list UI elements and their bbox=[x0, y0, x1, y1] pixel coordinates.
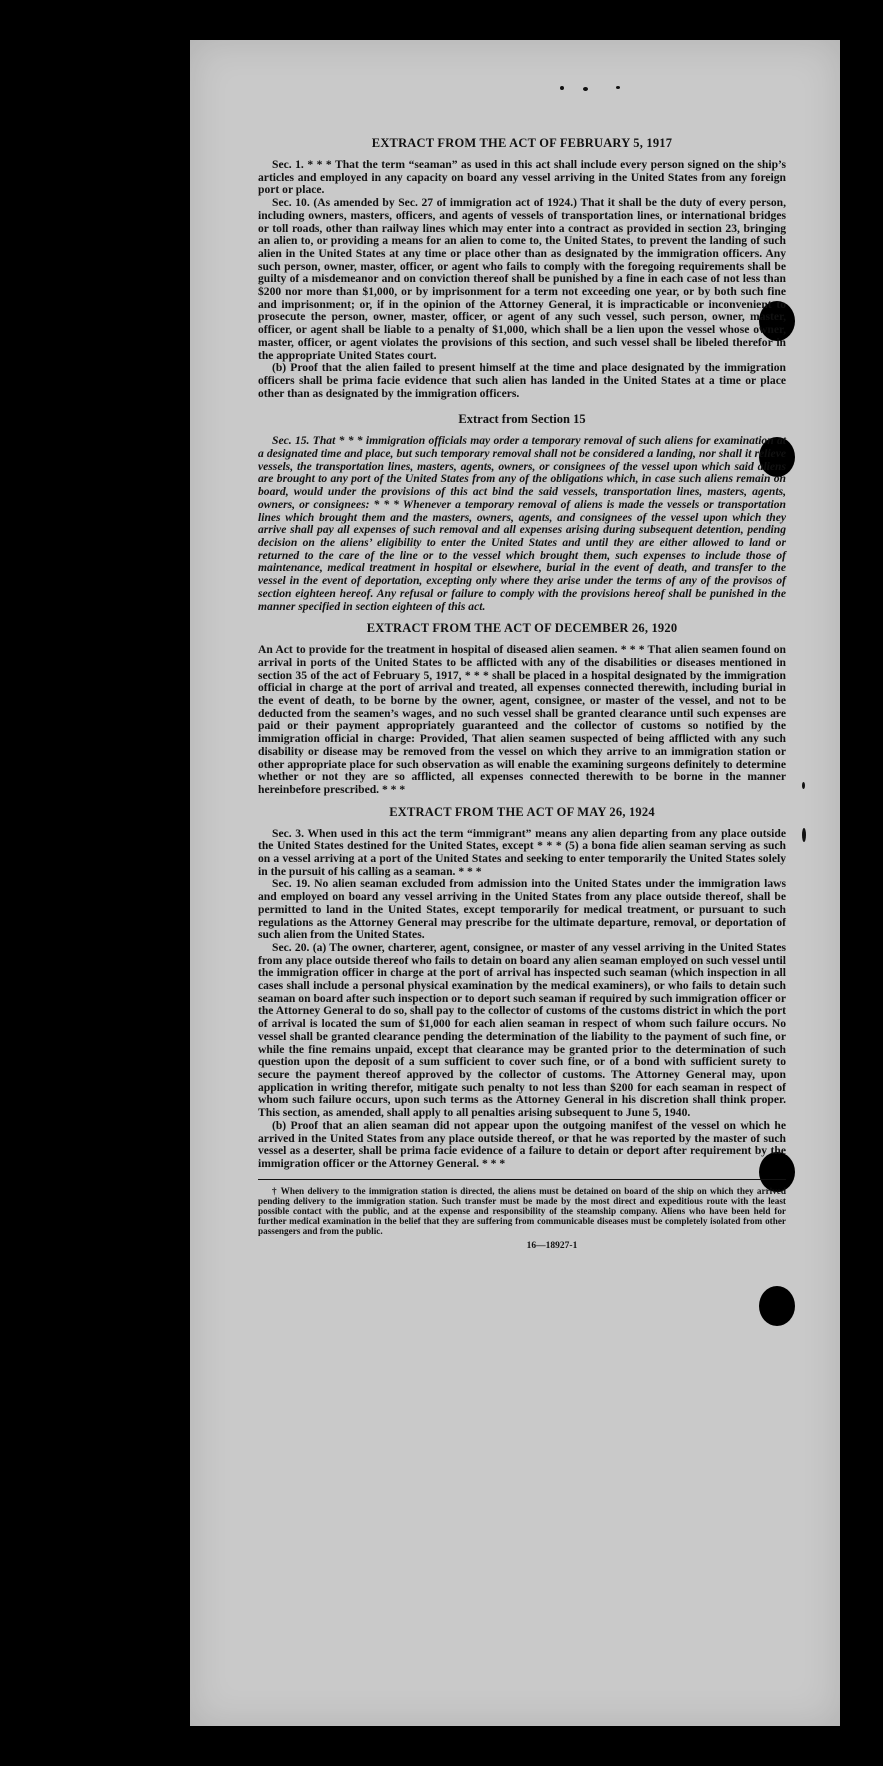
paragraph-sec-19: Sec. 19. No alien seaman excluded from admission into the United States under the immigration laws and employed on board any vessel arriving in the United States from any place outside thereof, shall be permitted to land in the United States, except temporarily for medical treatment, or pursuant to such regulations as the Attorney General may prescribe for the ultimate departure, removal, or deportation of such alien from the United States. bbox=[258, 877, 786, 942]
footnote-divider bbox=[258, 1179, 786, 1180]
document-body bbox=[258, 136, 786, 1251]
heading-act-1917: EXTRACT FROM THE ACT OF FEBRUARY 5, 1917 bbox=[371, 136, 673, 150]
paragraph-sec-3: Sec. 3. When used in this act the term “immigrant” means any alien departing from any place outside the United States destined for the United States, except * * * (5) a bona fide alien seaman serving as such on a vessel arriving at a port of the United States and seeking to enter temporarily the United States solely in the pursuit of his calling as a seaman. * * * bbox=[258, 826, 786, 878]
ink-speck bbox=[802, 782, 805, 789]
punch-hole bbox=[759, 1286, 795, 1326]
ink-speck bbox=[616, 86, 620, 89]
ink-speck bbox=[583, 87, 588, 91]
paragraph-sec-20b: (b) Proof that an alien seaman did not appear upon the outgoing manifest of the vessel on which he arrived in the United States from any place outside thereof, or that he was reported by the master of such vessel as a deserter, shall be prima facie evidence of a failure to detain or deport after requirement by the immigration officer or the Attorney General. * * * bbox=[258, 1118, 786, 1170]
paragraph-sec-10: Sec. 10. (As amended by Sec. 27 of immigration act of 1924.) That it shall be the duty of every person, including owners, masters, officers, and agents of vessels of transportation lines, or international bridges or toll roads, other than railway lines which may enter into a contract as provided in section 23, bringing an alien to, or providing a means for an alien to come to, the United States, to prevent the landing of such alien in the United States at any time or place other than as designated by the immigration officers. Any such person, owner, master, officer, or agent who fails to comply with the foregoing requirements shall be guilty of a misdemeanor and on conviction thereof shall be punished by a fine in each case of not less than $200 nor more than $1,000, or by imprisonment for a term not exceeding one year, or by both such fine and imprisonment; or, if in the opinion of the Attorney General, it is impracticable or inconvenient to prosecute the person, owner, master, officer, or agent of any such vessel, such person, owner, master, officer, or agent shall be liable to a penalty of $1,000, which shall be a lien upon the vessel whose owner, master, officer, or agent violates the provisions of this section, and such vessel shall be libeled therefor in the appropriate United States court. bbox=[258, 196, 786, 362]
heading-act-1920: EXTRACT FROM THE ACT OF DECEMBER 26, 1920 bbox=[366, 621, 678, 636]
footnote: † When delivery to the immigration station is directed, the aliens must be detained on board of the ship on which they arrived pending delivery to the immigration station. Such transfer must be made by the most direct and expeditious route with the least possible contact with the public, and at the expense and responsibility of the steamship company. Aliens who have been held for further medical examination in the belief that they are suffering from communicable diseases must be completely isolated from other passengers and from the public. bbox=[258, 1185, 786, 1237]
heading-act-1924: EXTRACT FROM THE ACT OF MAY 26, 1924 bbox=[389, 804, 655, 819]
document-page bbox=[190, 40, 840, 1726]
paragraph-sec-15: Sec. 15. That * * * immigration officials may order a temporary removal of such aliens for examination at a designated time and place, but such temporary removal shall not be considered a landing, nor shall it relieve vessels, the transportation lines, masters, agents, owners, or consignees of the vessel upon which said aliens are brought to any port of the United States from any of the obligations which, in case such aliens remain on board, would under the provisions of this act bind the said vessels, transportation lines, masters, agents, owners, or consignees: * * * Whenever a temporary removal of aliens is made the vessels or transportation lines which brought them and the masters, owners, agents, and consignees of the vessel upon which they arrive shall pay all expenses of such removal and all expenses arising during subsequent detention, pending decision on the aliens’ eligibility to enter the United States and until they are either allowed to land or returned to the care of the line or to the vessel which brought them, such expenses to include those of maintenance, medical treatment in hospital or elsewhere, burial in the event of death, and transfer to the vessel in the event of deportation, excepting only where they arise under the terms of any of the provisos of section eighteen hereof. Any refusal or failure to comply with the provisions hereof shall be punished in the manner specified in section eighteen of this act. bbox=[258, 434, 786, 613]
paragraph-sec-20a: Sec. 20. (a) The owner, charterer, agent, consignee, or master of any vessel arriving in the United States from any place outside thereof who fails to detain on board any alien seaman employed on such vessel until the immigration officer in charge at the port of arrival has inspected such seaman (which inspection in all cases shall include a personal physical examination by the medical examiners), or who fails to detain such seaman on board after such inspection or to deport such seaman if required by such immigration officer or the Attorney General to do so, shall pay to the collector of customs of the customs district in which the port of arrival is located the sum of $1,000 for each alien seaman in respect of whom such failure occurs. No vessel shall be granted clearance pending the determination of the liability to the payment of such fine, or while the fine remains unpaid, except that clearance may be granted prior to the determination of such question upon the deposit of a sum sufficient to cover such fine, or of a bond with sufficient surety to secure the payment thereof approved by the collector of customs. The Attorney General may, upon application in writing therefor, mitigate such penalty to not less than $200 for each seaman in respect of whom such failure occurs, upon such terms as the Attorney General in his discretion shall think proper. This section, as amended, shall apply to all penalties arising subsequent to June 5, 1940. bbox=[258, 940, 786, 1120]
paragraph-sec-1: Sec. 1. * * * That the term “seaman” as used in this act shall include every person signed on the ship’s articles and employed in any capacity on board any vessel arriving in the United States from any foreign port or place. bbox=[258, 158, 786, 197]
ink-speck bbox=[802, 828, 806, 842]
form-number: 16—18927-1 bbox=[526, 1240, 578, 1251]
subheading-section-15: Extract from Section 15 bbox=[458, 412, 586, 427]
paragraph-act-1920: An Act to provide for the treatment in hospital of diseased alien seamen. * * * That alien seamen found on arrival in ports of the United States to be afflicted with any of the disabilities or diseases mentioned in section 35 of the act of February 5, 1917, * * * shall be placed in a hospital designated by the immigration official in charge at the port of arrival and treated, all expenses connected therewith, including burial in the event of death, to be borne by the owner, agent, consignee, or master of the vessel, and not to be deducted from the seamen’s wages, and no such vessel shall be granted clearance until such expenses are paid or their payment appropriately guaranteed and the collector of customs so notified by the immigration official in charge: Provided, That alien seamen suspected of being afflicted with any such disability or disease may be removed from the vessel on which they arrive to an immigration station or other appropriate place for such observation as will enable the examining surgeons definitely to determine whether or not they are so afflicted, all expenses connected therewith to be borne in the manner hereinbefore prescribed. * * * bbox=[258, 643, 786, 796]
paragraph-sec-10b: (b) Proof that the alien failed to present himself at the time and place designated by the immigration officers shall be prima facie evidence that such alien has landed in the United States at a time or place other than as designated by the immigration officers. bbox=[258, 361, 786, 400]
ink-speck bbox=[560, 86, 564, 90]
